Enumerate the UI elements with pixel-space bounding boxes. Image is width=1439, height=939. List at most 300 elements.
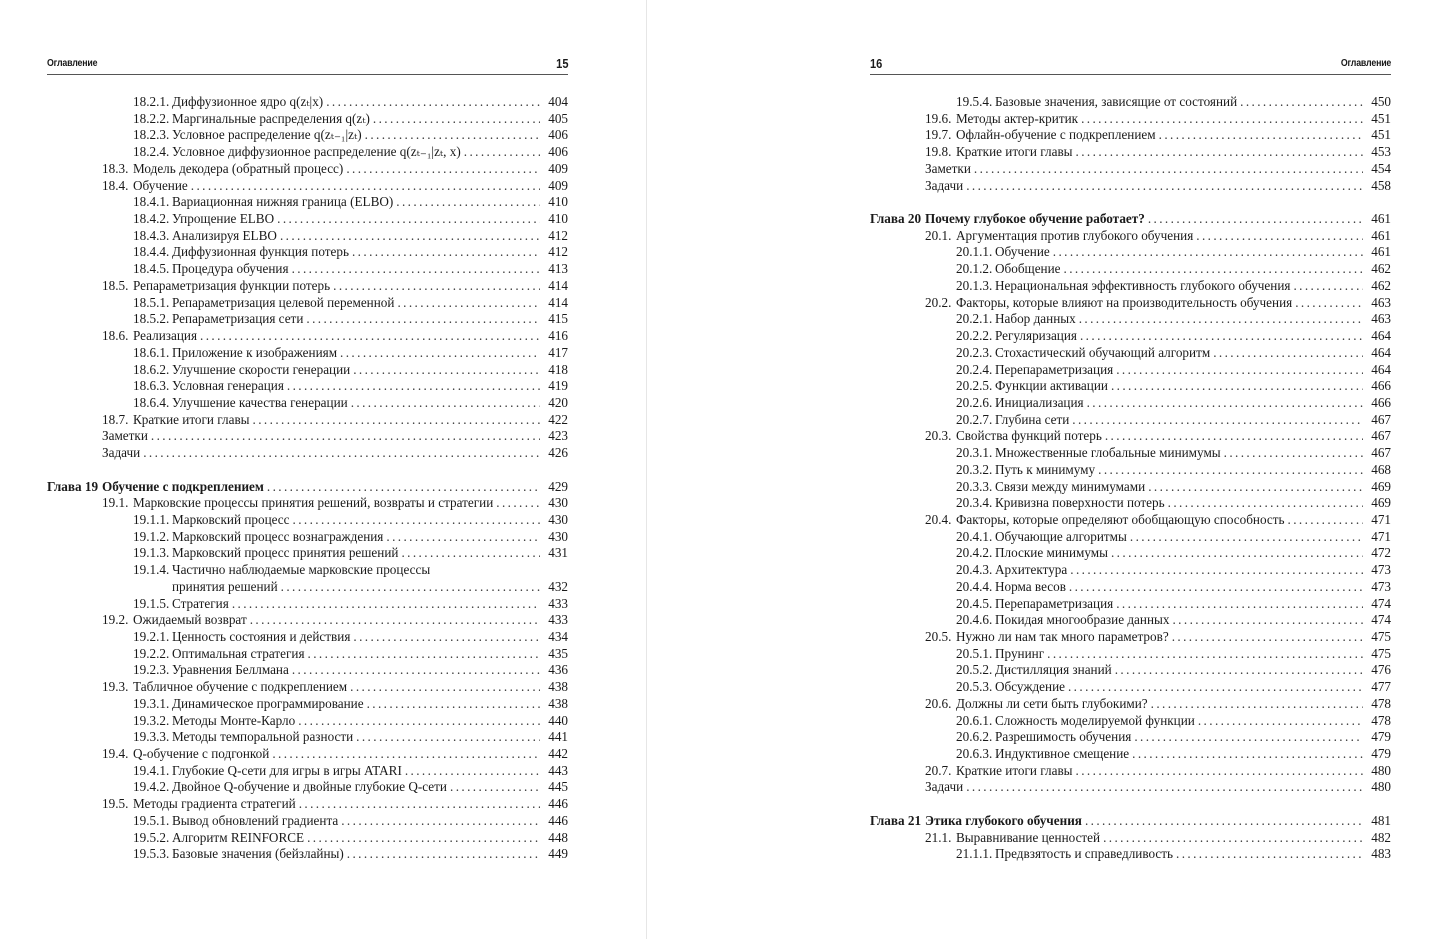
dot-leader	[333, 278, 540, 295]
dot-leader	[1240, 94, 1363, 111]
toc-entry-text	[956, 479, 1148, 496]
dot-leader	[966, 779, 1363, 796]
dot-leader	[1172, 612, 1363, 629]
toc-subsection-entry[interactable]	[870, 646, 1391, 663]
toc-chapter-entry[interactable]	[870, 813, 1391, 830]
toc-page-number: 463	[1371, 294, 1391, 310]
toc-entry-leader	[133, 813, 540, 830]
toc-entry-number: 19.5.3.	[133, 846, 170, 862]
toc-section-entry[interactable]	[47, 178, 568, 195]
toc-subsection-entry[interactable]	[870, 412, 1391, 429]
toc-subsection-entry[interactable]	[47, 713, 568, 730]
toc-entry-text	[133, 512, 293, 529]
toc-subsection-entry[interactable]	[47, 779, 568, 796]
toc-entry-leader	[133, 529, 540, 546]
toc-entry-number: 18.2.1.	[133, 94, 170, 109]
toc-entry-number: 20.6.3.	[956, 746, 993, 762]
toc-entry-title: Анализируя ELBO	[172, 227, 277, 243]
toc-entry-text	[956, 679, 1068, 696]
toc-section-entry[interactable]	[870, 830, 1391, 847]
toc-subsection-entry[interactable]	[47, 144, 568, 161]
toc-page-number: 481	[1371, 812, 1391, 828]
toc-section-entry[interactable]	[870, 512, 1391, 529]
toc-entry-text	[956, 646, 1047, 663]
toc-page-number: 409	[548, 160, 568, 176]
toc-subsection-entry[interactable]	[47, 662, 568, 679]
toc-section-entry[interactable]	[47, 679, 568, 696]
toc-page-number: 450	[1371, 94, 1391, 109]
toc-subsection-entry[interactable]	[870, 729, 1391, 746]
toc-entry-text	[956, 345, 1213, 362]
toc-entry-title: Заметки	[102, 428, 148, 444]
toc-entry-title: Приложение к изображениям	[172, 344, 338, 360]
dot-leader	[1098, 462, 1363, 479]
toc-subsection-entry[interactable]	[47, 545, 568, 562]
toc-entry-text	[925, 763, 1076, 780]
toc-section-entry[interactable]	[47, 278, 568, 295]
toc-subsection-entry[interactable]	[870, 378, 1391, 395]
toc-page-number: 436	[548, 662, 568, 678]
toc-entry-title: Перепараметризация	[995, 361, 1114, 377]
toc-page-number: 415	[548, 311, 568, 327]
toc-page-number: 445	[548, 779, 568, 795]
dot-leader	[351, 395, 540, 412]
toc-subsection-entry[interactable]	[47, 729, 568, 746]
toc-entry-leader	[133, 211, 540, 228]
toc-subsection-entry[interactable]	[870, 395, 1391, 412]
toc-section-entry[interactable]	[47, 746, 568, 763]
dot-leader	[1172, 629, 1363, 646]
toc-subsection-entry[interactable]	[870, 846, 1391, 863]
toc-list	[47, 94, 568, 863]
toc-entry-leader	[870, 211, 1363, 228]
toc-subsection-entry[interactable]	[47, 111, 568, 128]
toc-entry-number: 18.7.	[102, 411, 129, 427]
toc-entry-text	[133, 813, 341, 830]
toc-entry-leader	[102, 796, 540, 813]
toc-entry-title: Почему глубокое обучение работает?	[925, 211, 1145, 227]
toc-subsection-entry[interactable]	[870, 746, 1391, 763]
toc-entry-number: 20.4.5.	[956, 595, 993, 611]
toc-subsection-entry[interactable]	[870, 261, 1391, 278]
toc-page-number: 478	[1371, 712, 1391, 728]
toc-entry-title: Улучшение скорости генерации	[172, 361, 351, 377]
toc-section-entry[interactable]	[47, 428, 568, 445]
toc-subsection-entry[interactable]	[47, 211, 568, 228]
toc-entry-title: Обучение	[995, 244, 1050, 260]
dot-leader	[1064, 261, 1363, 278]
toc-subsection-entry[interactable]	[870, 278, 1391, 295]
toc-subsection-entry[interactable]	[47, 362, 568, 379]
toc-subsection-entry[interactable]	[870, 311, 1391, 328]
toc-section-entry[interactable]	[870, 161, 1391, 178]
toc-entry-number: 18.4.1.	[133, 194, 170, 210]
dot-leader	[280, 228, 540, 245]
toc-entry-title: Вариационная нижняя граница (ELBO)	[172, 194, 394, 210]
toc-section-entry[interactable]	[47, 796, 568, 813]
toc-subsection-entry[interactable]	[47, 345, 568, 362]
dot-leader	[396, 194, 540, 211]
toc-entry-title: Стохастический обучающий алгоритм	[995, 344, 1211, 360]
toc-subsection-entry[interactable]	[870, 579, 1391, 596]
toc-entry-text	[956, 612, 1172, 629]
dot-leader	[1111, 378, 1363, 395]
toc-subsection-entry[interactable]	[47, 763, 568, 780]
toc-entry-number: 19.1.	[102, 495, 129, 511]
toc-subsection-entry[interactable]	[870, 479, 1391, 496]
toc-subsection-entry[interactable]	[870, 462, 1391, 479]
toc-section-entry[interactable]	[870, 127, 1391, 144]
toc-entry-leader	[956, 846, 1363, 863]
toc-entry-number: 20.2.5.	[956, 378, 993, 394]
toc-page-number: 464	[1371, 344, 1391, 360]
toc-entry-number: 18.6.	[102, 328, 129, 344]
toc-entry-leader	[133, 362, 540, 379]
toc-entry-leader	[133, 696, 540, 713]
toc-entry-text	[102, 445, 143, 462]
toc-entry-title: Q-обучение с подгонкой	[133, 746, 270, 762]
toc-entry-title: Глубокие Q-сети для игры в игры ATARI	[172, 762, 402, 778]
toc-subsection-entry[interactable]	[47, 94, 568, 111]
dot-leader	[191, 178, 540, 195]
toc-subsection-entry[interactable]	[47, 127, 568, 144]
toc-entry-text	[133, 779, 450, 796]
toc-entry-text	[133, 846, 347, 863]
toc-page-number: 461	[1371, 211, 1391, 227]
toc-entry-continuation[interactable]	[47, 579, 568, 596]
toc-entry-title: Краткие итоги главы	[956, 762, 1073, 778]
toc-entry-leader	[956, 378, 1363, 395]
toc-entry-number: 19.2.	[102, 612, 129, 628]
toc-subsection-entry[interactable]	[47, 813, 568, 830]
dot-leader	[1069, 579, 1363, 596]
toc-subsection-entry[interactable]	[47, 228, 568, 245]
toc-entry-title: Функции активации	[995, 378, 1108, 394]
toc-section-entry[interactable]	[870, 295, 1391, 312]
toc-subsection-entry[interactable]	[47, 378, 568, 395]
toc-entry-text	[102, 495, 496, 512]
toc-subsection-entry[interactable]	[870, 244, 1391, 261]
toc-subsection-entry[interactable]	[47, 646, 568, 663]
toc-entry-title: Выравнивание ценностей	[956, 829, 1101, 845]
toc-entry-text	[870, 211, 1148, 228]
toc-entry-title: Нерациональная эффективность глубокого обучения	[995, 277, 1291, 293]
dot-leader	[1076, 763, 1363, 780]
toc-subsection-entry[interactable]	[47, 562, 568, 579]
toc-entry-title: Методы Монте-Карло	[172, 712, 296, 728]
toc-subsection-entry[interactable]	[870, 662, 1391, 679]
toc-entry-number: 20.4.2.	[956, 545, 993, 561]
dot-leader	[1295, 295, 1363, 312]
toc-subsection-entry[interactable]	[47, 244, 568, 261]
toc-page-number: 414	[548, 294, 568, 310]
toc-entry-leader	[133, 662, 540, 679]
toc-entry-text	[925, 111, 1081, 128]
toc-entry-leader	[925, 161, 1363, 178]
toc-entry-title: Норма весов	[995, 578, 1066, 594]
toc-page-number: 417	[548, 344, 568, 360]
dot-leader	[1103, 830, 1363, 847]
toc-entry-number: 20.2.3.	[956, 344, 993, 360]
toc-entry-text	[925, 144, 1076, 161]
dot-leader	[1115, 662, 1363, 679]
toc-section-entry[interactable]	[47, 328, 568, 345]
toc-entry-text	[133, 545, 401, 562]
toc-entry-title: Стратегия	[172, 595, 229, 611]
toc-section-entry[interactable]	[870, 178, 1391, 195]
toc-entry-number: 20.3.1.	[956, 445, 993, 461]
toc-entry-title: Оптимальная стратегия	[172, 645, 305, 661]
toc-subsection-entry[interactable]	[47, 194, 568, 211]
toc-entry-leader	[133, 713, 540, 730]
toc-subsection-entry[interactable]	[47, 629, 568, 646]
toc-entry-text	[956, 378, 1111, 395]
toc-page-number: 435	[548, 645, 568, 661]
toc-subsection-entry[interactable]	[47, 596, 568, 613]
toc-subsection-entry[interactable]	[870, 345, 1391, 362]
toc-subsection-entry[interactable]	[870, 562, 1391, 579]
toc-entry-leader	[925, 763, 1363, 780]
toc-subsection-entry[interactable]	[47, 529, 568, 546]
toc-entry-leader	[956, 244, 1363, 261]
toc-entry-leader	[172, 579, 540, 596]
toc-entry-title: Офлайн-обучение с подкреплением	[956, 127, 1156, 143]
toc-entry-text	[956, 596, 1116, 613]
toc-entry-number: 19.8.	[925, 144, 952, 160]
toc-entry-leader	[956, 311, 1363, 328]
toc-entry-text	[133, 211, 277, 228]
dot-leader	[397, 295, 540, 312]
toc-entry-leader	[133, 763, 540, 780]
toc-entry-text	[133, 729, 356, 746]
toc-entry-title: Обучение	[133, 177, 188, 193]
dot-leader	[450, 779, 540, 796]
toc-entry-title: Репараметризация сети	[172, 311, 304, 327]
toc-subsection-entry[interactable]	[47, 846, 568, 863]
toc-page-number: 412	[548, 227, 568, 243]
toc-entry-title: Процедура обучения	[172, 261, 289, 277]
toc-entry-text	[956, 545, 1111, 562]
toc-entry-text	[133, 127, 365, 144]
toc-entry-text	[956, 412, 1072, 429]
toc-entry-text	[925, 779, 966, 796]
toc-section-entry[interactable]	[47, 612, 568, 629]
toc-entry-text	[925, 178, 966, 195]
toc-entry-title: Ожидаемый возврат	[133, 612, 247, 628]
toc-section-entry[interactable]	[47, 412, 568, 429]
toc-page-number: 461	[1371, 244, 1391, 260]
toc-entry-number: 20.2.6.	[956, 394, 993, 410]
toc-entry-title: Факторы, которые влияют на производительность обучения	[956, 294, 1293, 310]
toc-subsection-entry[interactable]	[47, 311, 568, 328]
toc-entry-number: 18.5.2.	[133, 311, 170, 327]
toc-page-number: 474	[1371, 612, 1391, 628]
dot-leader	[299, 796, 540, 813]
toc-entry-leader	[102, 746, 540, 763]
toc-section-entry[interactable]	[870, 144, 1391, 161]
toc-entry-leader	[925, 428, 1363, 445]
toc-entry-leader	[956, 362, 1363, 379]
left-page	[47, 0, 568, 939]
toc-subsection-entry[interactable]	[870, 596, 1391, 613]
toc-entry-text	[956, 729, 1134, 746]
toc-page-number: 464	[1371, 361, 1391, 377]
toc-subsection-entry[interactable]	[870, 328, 1391, 345]
toc-entry-title: Индуктивное смещение	[995, 746, 1130, 762]
toc-subsection-entry[interactable]	[870, 495, 1391, 512]
toc-entry-leader	[956, 94, 1363, 111]
toc-entry-text	[956, 529, 1130, 546]
toc-page-number: 418	[548, 361, 568, 377]
dot-leader	[253, 412, 540, 429]
toc-entry-text	[102, 746, 272, 763]
toc-page-number: 467	[1371, 445, 1391, 461]
toc-section-entry[interactable]	[870, 428, 1391, 445]
toc-page-number: 454	[1371, 160, 1391, 176]
toc-entry-leader	[956, 395, 1363, 412]
dot-leader	[1130, 529, 1363, 546]
toc-entry-title: Инициализация	[995, 394, 1084, 410]
toc-entry-leader	[47, 479, 540, 496]
toc-entry-number: 19.5.	[102, 796, 129, 812]
toc-entry-text	[102, 328, 200, 345]
toc-section-entry[interactable]	[870, 111, 1391, 128]
toc-subsection-entry[interactable]	[47, 696, 568, 713]
dot-leader	[292, 261, 540, 278]
toc-page-number: 440	[548, 712, 568, 728]
page-number: 15	[555, 56, 568, 71]
toc-subsection-entry[interactable]	[870, 362, 1391, 379]
toc-entry-text	[956, 579, 1069, 596]
toc-entry-leader	[925, 779, 1363, 796]
toc-entry-text	[102, 679, 350, 696]
toc-entry-leader	[133, 295, 540, 312]
toc-entry-title: Марковские процессы принятия решений, возвраты и стратегии	[133, 495, 494, 511]
toc-entry-number: 19.1.4.	[133, 562, 170, 578]
toc-entry-leader	[925, 512, 1363, 529]
toc-entry-number: 18.4.	[102, 177, 129, 193]
toc-section-entry[interactable]	[870, 228, 1391, 245]
toc-page-number: 420	[548, 394, 568, 410]
toc-page-number: 443	[548, 762, 568, 778]
dot-leader	[373, 111, 540, 128]
toc-page-number: 479	[1371, 729, 1391, 745]
toc-entry-number: Глава 21	[870, 812, 922, 828]
toc-subsection-entry[interactable]	[870, 612, 1391, 629]
toc-chapter-entry[interactable]	[870, 211, 1391, 228]
toc-entry-text	[133, 763, 405, 780]
toc-entry-title: Краткие итоги главы	[133, 411, 250, 427]
dot-leader	[1148, 211, 1363, 228]
toc-subsection-entry[interactable]	[47, 512, 568, 529]
dot-leader	[464, 144, 540, 161]
toc-subsection-entry[interactable]	[47, 295, 568, 312]
toc-section-entry[interactable]	[47, 445, 568, 462]
toc-entry-text	[133, 194, 396, 211]
dot-leader	[151, 428, 540, 445]
toc-subsection-entry[interactable]	[870, 94, 1391, 111]
toc-subsection-entry[interactable]	[870, 529, 1391, 546]
toc-entry-number: 19.4.2.	[133, 779, 170, 795]
toc-entry-leader	[102, 412, 540, 429]
toc-entry-text	[956, 395, 1087, 412]
toc-entry-leader	[133, 596, 540, 613]
toc-entry-leader	[133, 127, 540, 144]
toc-entry-title: Условное диффузионное распределение q(zₜ₋₁|zₜ, x)	[172, 144, 461, 160]
dot-leader	[1213, 345, 1363, 362]
toc-entry-number: 19.5.1.	[133, 812, 170, 828]
toc-section-entry[interactable]	[870, 779, 1391, 796]
toc-entry-title: Обсуждение	[995, 679, 1065, 695]
toc-section-entry[interactable]	[870, 696, 1391, 713]
toc-section-entry[interactable]	[870, 763, 1391, 780]
chapter-gap	[870, 194, 1391, 211]
toc-entry-number: 20.5.	[925, 629, 952, 644]
toc-page-number: 475	[1371, 645, 1391, 661]
toc-entry-title: Базовые значения (бейзлайны)	[172, 846, 344, 862]
toc-entry-leader	[133, 779, 540, 796]
toc-subsection-entry[interactable]	[870, 713, 1391, 730]
dot-leader	[1224, 445, 1363, 462]
toc-subsection-entry[interactable]	[870, 445, 1391, 462]
toc-subsection-entry[interactable]	[870, 679, 1391, 696]
toc-entry-leader	[133, 729, 540, 746]
toc-page-number: 430	[548, 495, 568, 511]
toc-entry-title: Методы градиента стратегий	[133, 796, 296, 812]
toc-page-number: 483	[1371, 846, 1391, 862]
toc-page-number: 464	[1371, 328, 1391, 344]
toc-entry-number: 18.5.1.	[133, 294, 170, 310]
toc-entry-leader	[956, 462, 1363, 479]
toc-entry-leader	[133, 395, 540, 412]
toc-entry-number: Глава 20	[870, 211, 922, 227]
toc-chapter-entry[interactable]	[47, 479, 568, 496]
dot-leader	[367, 696, 540, 713]
toc-page-number: 406	[548, 127, 568, 143]
toc-subsection-entry[interactable]	[47, 830, 568, 847]
toc-section-entry[interactable]	[870, 629, 1391, 646]
dot-leader	[966, 178, 1363, 195]
dot-leader	[298, 713, 540, 730]
toc-entry-title: Сложность моделируемой функции	[995, 712, 1195, 728]
toc-entry-text	[956, 495, 1168, 512]
toc-page-number: 433	[548, 595, 568, 611]
toc-entry-number: 20.4.1.	[956, 528, 993, 544]
toc-entry-number: 19.3.	[102, 679, 129, 695]
dot-leader	[1081, 111, 1363, 128]
dot-leader	[267, 479, 540, 496]
toc-subsection-entry[interactable]	[47, 395, 568, 412]
dot-leader	[143, 445, 540, 462]
dot-leader	[350, 679, 540, 696]
toc-entry-number: 18.4.2.	[133, 211, 170, 227]
toc-section-entry[interactable]	[47, 495, 568, 512]
toc-entry-title: Реализация	[133, 328, 198, 344]
toc-page-number: 441	[548, 729, 568, 745]
dot-leader	[401, 545, 540, 562]
dot-leader	[287, 378, 540, 395]
toc-subsection-entry[interactable]	[870, 545, 1391, 562]
toc-section-entry[interactable]	[47, 161, 568, 178]
dot-leader	[1085, 813, 1363, 830]
dot-leader	[1168, 495, 1363, 512]
toc-entry-text	[956, 445, 1224, 462]
toc-subsection-entry[interactable]	[47, 261, 568, 278]
toc-page-number: 413	[548, 261, 568, 277]
toc-entry-leader	[956, 746, 1363, 763]
toc-entry-text	[956, 328, 1080, 345]
dot-leader	[353, 362, 540, 379]
